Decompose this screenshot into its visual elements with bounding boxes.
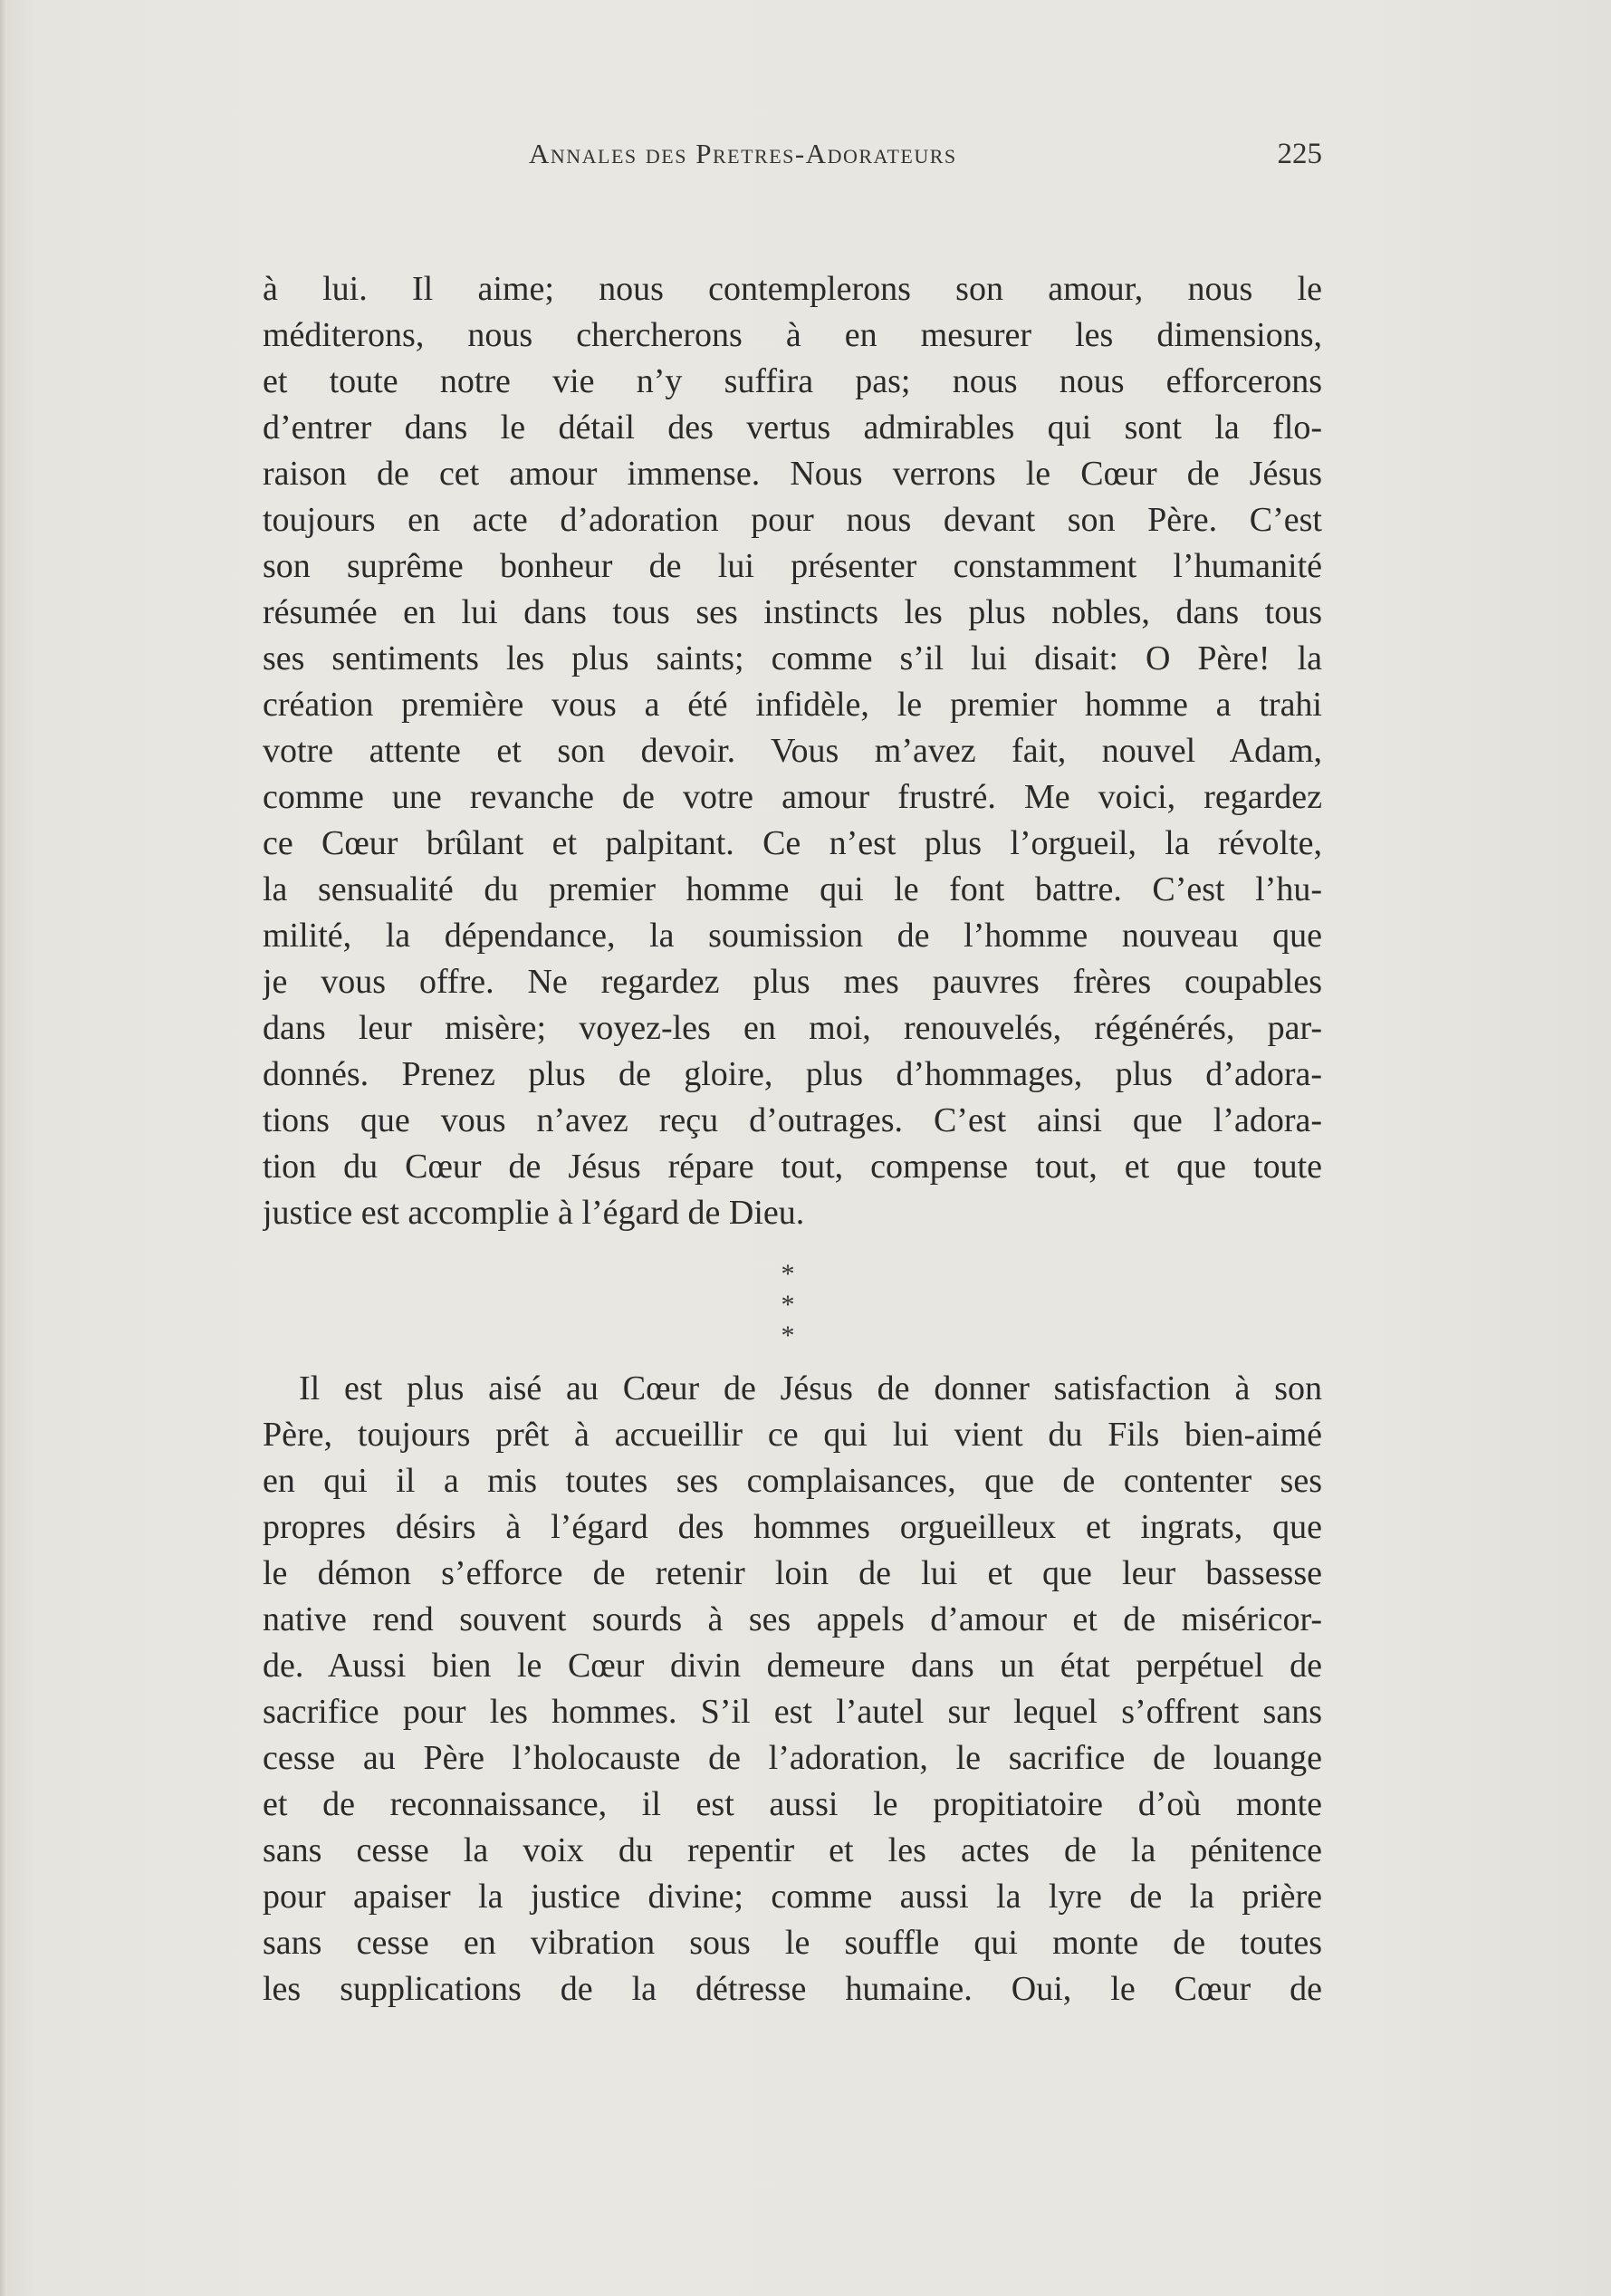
text-line: je vous offre. Ne regardez plus mes pauvres frères coupables [263,963,1322,1001]
text-line: pour apaiser la justice divine; comme aussi la lyre de la prière [263,1878,1322,1916]
text-line: méditerons, nous chercherons à en mesurer les dimensions, [263,316,1322,354]
text-line: dans leur misère; voyez-les en moi, renouvelés, régénérés, par- [263,1009,1322,1047]
text-line: Père, toujours prêt à accueillir ce qui lui vient du Fils bien-aimé [263,1416,1322,1454]
text-line: la sensualité du premier homme qui le font battre. C’est l’hu- [263,870,1322,908]
text-line: les supplications de la détresse humaine. Oui, le Cœur de [263,1970,1322,2008]
text-line: le démon s’efforce de retenir loin de lui et que leur bassesse [263,1554,1322,1592]
text-line: ce Cœur brûlant et palpitant. Ce n’est plus l’orgueil, la révolte, [263,824,1322,862]
text-line: son suprême bonheur de lui présenter constamment l’humanité [263,547,1322,585]
text-line: justice est accomplie à l’égard de Dieu. [263,1194,805,1232]
asterism-top: * [781,1259,795,1289]
page-spine-edge [0,0,7,2296]
text-line: milité, la dépendance, la soumission de l’homme nouveau que [263,917,1322,955]
text-line: à lui. Il aime; nous contemplerons son amour, nous le [263,270,1322,308]
paragraph-2 [263,1366,1322,2013]
text-line: Il est plus aisé au Cœur de Jésus de donner satisfaction à son [299,1369,1322,1407]
text-line: votre attente et son devoir. Vous m’avez fait, nouvel Adam, [263,732,1322,770]
paragraph-1 [263,266,1322,1236]
text-line: de. Aussi bien le Cœur divin demeure dans un état perpétuel de [263,1647,1322,1685]
text-line: propres désirs à l’égard des hommes orgueilleux et ingrats, que [263,1508,1322,1546]
text-line: ses sentiments les plus saints; comme s’il lui disait: O Père! la [263,639,1322,677]
text-line: résumée en lui dans tous ses instincts les plus nobles, dans tous [263,593,1322,631]
text-line: donnés. Prenez plus de gloire, plus d’hommages, plus d’adora- [263,1055,1322,1093]
text-line: toujours en acte d’adoration pour nous devant son Père. C’est [263,501,1322,539]
text-line: et de reconnaissance, il est aussi le propitiatoire d’où monte [263,1785,1322,1823]
text-line: d’entrer dans le détail des vertus admirables qui sont la flo- [263,408,1322,447]
asterism-bottom: * * [781,1290,811,1350]
text-line: création première vous a été infidèle, le premier homme a trahi [263,686,1322,724]
text-line: cesse au Père l’holocauste de l’adoration, le sacrifice de louange [263,1739,1322,1777]
running-title: Annales des Pretres-Adorateurs [529,138,957,169]
text-line: sans cesse en vibration sous le souffle qui monte de toutes [263,1924,1322,1962]
running-head [263,138,1322,183]
text-line: et toute notre vie n’y suffira pas; nous nous efforcerons [263,362,1322,400]
page-number: 225 [1277,138,1322,170]
text-line: comme une revanche de votre amour frustré. Me voici, regardez [263,778,1322,816]
text-line: sacrifice pour les hommes. S’il est l’autel sur lequel s’offrent sans [263,1693,1322,1731]
text-line: raison de cet amour immense. Nous verrons le Cœur de Jésus [263,455,1322,493]
text-line: native rend souvent sourds à ses appels d’amour et de miséricor- [263,1600,1322,1638]
asterism-divider [743,1259,833,1350]
text-line: sans cesse la voix du repentir et les actes de la pénitence [263,1831,1322,1869]
text-line: tions que vous n’avez reçu d’outrages. C’est ainsi que l’adora- [263,1101,1322,1139]
text-line: tion du Cœur de Jésus répare tout, compense tout, et que toute [263,1148,1322,1186]
text-line: en qui il a mis toutes ses complaisances, que de contenter ses [263,1462,1322,1500]
